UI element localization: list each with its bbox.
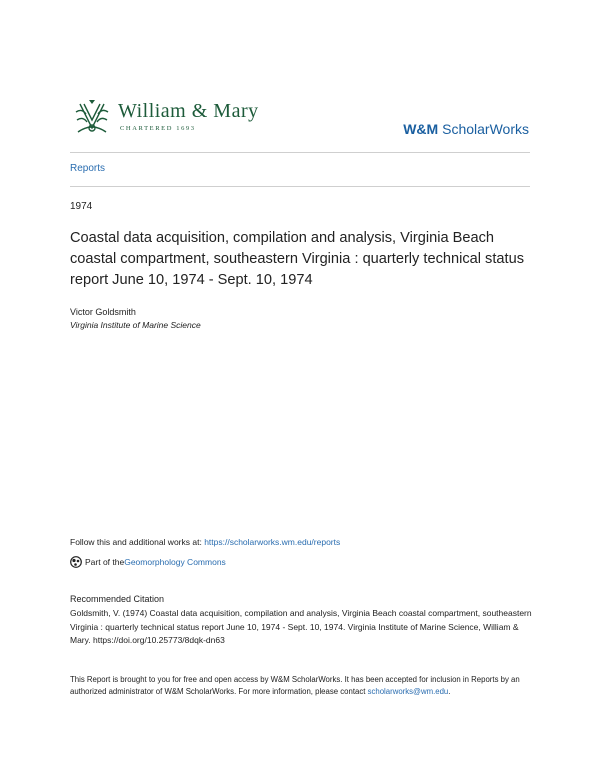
scholarworks-bold: W&M — [403, 121, 439, 137]
follow-link[interactable]: https://scholarworks.wm.edu/reports — [204, 537, 341, 547]
author-name: Victor Goldsmith — [70, 307, 136, 317]
divider — [70, 186, 530, 187]
crest-icon — [72, 98, 112, 138]
logo-subtitle: CHARTERED 1693 — [120, 125, 196, 132]
scholarworks-link[interactable] — [403, 121, 529, 137]
wm-logo — [68, 96, 298, 140]
contact-email-link[interactable]: scholarworks@wm.edu — [367, 687, 449, 697]
recommended-citation-text: Goldsmith, V. (1974) Coastal data acquisition, compilation and analysis, Virginia Beach coastal compartment, southeastern Virginia : quarterly technical status report June 10, 1974 - Sept. 10, 1974. Virginia Institute of Marine Science, William & Mary. https://doi.org/10.25773/8dqk-dn63 — [70, 608, 532, 645]
commons-link[interactable]: Geomorphology Commons — [124, 557, 226, 567]
collection-link[interactable]: Reports — [70, 163, 106, 174]
publication-year: 1974 — [70, 201, 93, 212]
part-of-prefix: Part of the — [85, 557, 125, 567]
follow-prefix: Follow this and additional works at: — [70, 537, 205, 547]
part-of-line — [70, 556, 226, 568]
follow-line — [70, 537, 340, 547]
notice-suffix: . — [448, 687, 451, 697]
divider — [70, 152, 530, 153]
scholarworks-rest: ScholarWorks — [438, 121, 529, 137]
notice-text: This Report is brought to you for free and open access by W&M ScholarWorks. It has been accepted for inclusion in Reports by an authorized administrator of W&M ScholarWorks. For more information, please contact — [70, 675, 520, 697]
network-icon — [70, 556, 82, 568]
recommended-citation-heading: Recommended Citation — [70, 594, 165, 604]
document-title: Coastal data acquisition, compilation and analysis, Virginia Beach coastal compartment, southeastern Virginia : quarterly technical status report June 10, 1974 - Sept. 10, 1974 — [70, 230, 524, 288]
author-affiliation: Virginia Institute of Marine Science — [70, 320, 201, 330]
access-notice — [70, 674, 540, 698]
logo-wordmark: William & Mary — [118, 100, 259, 122]
